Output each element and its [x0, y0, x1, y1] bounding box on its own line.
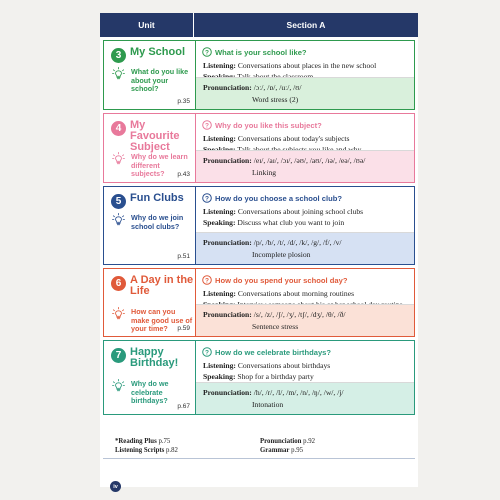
- question-bubble-icon: [202, 120, 212, 130]
- pronunciation-box: [196, 382, 414, 414]
- question-bubble-icon: [202, 275, 212, 285]
- speaking-line: Speaking: Discuss what club you want to join: [203, 218, 345, 227]
- svg-text:?: ?: [205, 195, 209, 203]
- pronunciation-line: Pronunciation: /ɔː/, /ɒ/, /uː/, /ʊ/: [203, 83, 302, 92]
- section-a-content: [196, 41, 414, 109]
- unit-row: [103, 340, 415, 415]
- unit-number: 5: [111, 194, 126, 209]
- unit-number: 4: [111, 121, 126, 136]
- svg-text:?: ?: [205, 349, 209, 357]
- unit-page: p.43: [177, 171, 190, 178]
- question-bubble-icon: [202, 47, 212, 57]
- unit-info: [104, 114, 196, 182]
- listening-line: Listening: Conversations about morning routines: [203, 289, 355, 298]
- unit-title: A Day in the Life: [130, 274, 194, 297]
- footer-reading-plus: *Reading Plus p.75: [115, 438, 171, 445]
- lightbulb-icon: [112, 307, 125, 320]
- footer-col-left: [115, 437, 178, 455]
- question-bubble-icon: [202, 193, 212, 203]
- unit-title: My School: [130, 46, 186, 58]
- listening-line: Listening: Conversations about birthdays: [203, 361, 331, 370]
- unit-info: [104, 41, 196, 109]
- unit-number: 7: [111, 348, 126, 363]
- unit-row: [103, 186, 415, 265]
- unit-number: 6: [111, 276, 126, 291]
- section-question-text: How do we celebrate birthdays?: [215, 347, 332, 357]
- svg-text:?: ?: [205, 122, 209, 130]
- unit-row: [103, 113, 415, 183]
- pronunciation-box: [196, 150, 414, 182]
- pronunciation-box: [196, 232, 414, 264]
- pronunciation-focus: Linking: [252, 168, 277, 177]
- footer-listening-scripts: Listening Scripts p.82: [115, 447, 178, 454]
- listening-line: Listening: Conversations about places in the new school: [203, 61, 377, 70]
- lightbulb-icon: [112, 67, 125, 80]
- section-question: [202, 347, 331, 357]
- section-question-text: How do you choose a school club?: [215, 193, 342, 203]
- unit-info: [104, 269, 196, 336]
- pronunciation-focus: Intonation: [252, 400, 284, 409]
- pronunciation-line: Pronunciation: /eɪ/, /aɪ/, /ɔɪ/, /əʊ/, /aʊ/, /ɪə/, /eə/, /ʊə/: [203, 156, 366, 165]
- unit-info: [104, 341, 196, 414]
- unit-page: p.35: [177, 98, 190, 105]
- unit-info: [104, 187, 196, 264]
- lightbulb-icon: [112, 379, 125, 392]
- section-question-text: How do you spend your school day?: [215, 275, 348, 285]
- footer-col-right: [260, 437, 315, 455]
- pronunciation-line: Pronunciation: /p/, /b/, /t/, /d/, /k/, /g/, /f/, /v/: [203, 238, 342, 247]
- svg-text:?: ?: [205, 277, 209, 285]
- footer-grammar: Grammar p.95: [260, 447, 304, 454]
- section-question: [202, 120, 322, 130]
- unit-big-question: Why do we join school clubs?: [131, 213, 184, 231]
- unit-row: [103, 268, 415, 337]
- section-a-content: [196, 269, 414, 336]
- pronunciation-box: [196, 77, 414, 109]
- section-question-text: What is your school like?: [215, 47, 307, 57]
- unit-number: 3: [111, 48, 126, 63]
- footer-pronunciation: Pronunciation p.92: [260, 438, 316, 445]
- unit-row: [103, 40, 415, 110]
- unit-page: p.59: [177, 325, 190, 332]
- lightbulb-icon: [112, 152, 125, 165]
- unit-title: My Favourite Subject: [130, 119, 180, 153]
- unit-page: p.67: [177, 403, 190, 410]
- lightbulb-icon: [112, 213, 125, 226]
- pronunciation-focus: Incomplete plosion: [252, 250, 311, 259]
- question-bubble-icon: [202, 347, 212, 357]
- svg-text:?: ?: [205, 49, 209, 57]
- unit-big-question: Why do we celebrate birthdays?: [131, 379, 169, 405]
- section-a-content: [196, 114, 414, 182]
- unit-title: Happy Birthday!: [130, 346, 179, 369]
- pronunciation-line: Pronunciation: /h/, /r/, /l/, /m/, /n/, /ŋ/, /w/, /j/: [203, 388, 344, 397]
- table-header: [100, 13, 418, 37]
- speaking-line: Speaking: Shop for a birthday party: [203, 372, 314, 381]
- unit-page: p.51: [177, 253, 190, 260]
- unit-big-question: How can you make good use of your time?: [131, 307, 193, 333]
- listening-line: Listening: Conversations about today's subjects: [203, 134, 350, 143]
- pronunciation-box: [196, 304, 414, 336]
- pronunciation-line: Pronunciation: /s/, /z/, /ʃ/, /ʒ/, /tʃ/, /dʒ/, /θ/, /ð/: [203, 310, 346, 319]
- header-unit: Unit: [100, 13, 194, 37]
- section-a-content: [196, 187, 414, 264]
- header-section-a: Section A: [286, 20, 326, 30]
- unit-title: Fun Clubs: [130, 192, 184, 204]
- listening-line: Listening: Conversations about joining school clubs: [203, 207, 364, 216]
- pronunciation-focus: Word stress (2): [252, 95, 299, 104]
- section-question: [202, 275, 347, 285]
- section-question: [202, 47, 307, 57]
- footer-divider: [103, 458, 415, 459]
- page-number: iv: [110, 481, 121, 492]
- unit-big-question: What do you like about your school?: [131, 67, 189, 93]
- section-question-text: Why do you like this subject?: [215, 120, 322, 130]
- section-question: [202, 193, 342, 203]
- unit-big-question: Why do we learn different subjects?: [131, 152, 188, 178]
- pronunciation-focus: Sentence stress: [252, 322, 299, 331]
- section-a-content: [196, 341, 414, 414]
